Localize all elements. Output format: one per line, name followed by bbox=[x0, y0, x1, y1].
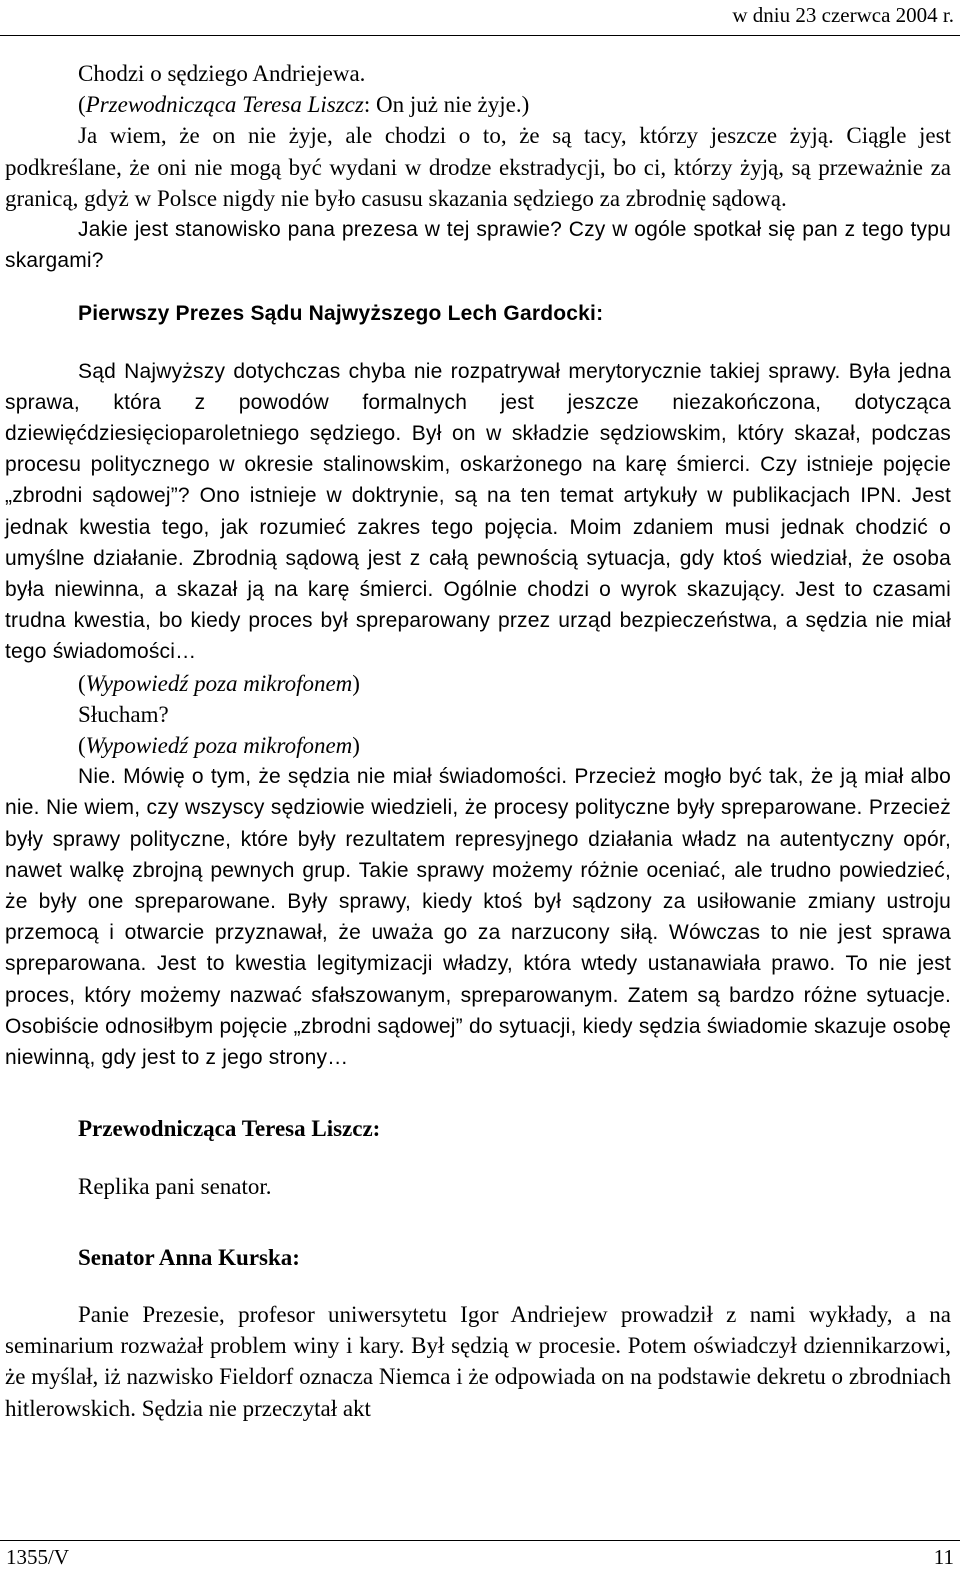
speaker-heading: Senator Anna Kurska: bbox=[78, 1244, 300, 1270]
paragraph bbox=[5, 120, 951, 214]
interjection-text: : On już nie żyje.) bbox=[363, 92, 530, 118]
remark-text: Wypowiedź poza mikrofonem bbox=[85, 733, 353, 759]
paragraph-sentence: Ja wiem, że on nie żyje, ale chodzi o to, że są tacy, którzy jeszcze żyją. bbox=[78, 123, 834, 149]
speaker-heading: Pierwszy Prezes Sądu Najwyższego Lech Gardocki: bbox=[78, 302, 604, 326]
paragraph-remark: (Wypowiedź poza mikrofonem) bbox=[78, 670, 360, 696]
paragraph-interjection bbox=[5, 89, 951, 120]
paragraph: Panie Prezesie, profesor uniwersytetu Igor Andriejew prowadził z nami wykłady, a na seminarium rozważał problem winy i kary. Był sędzią w procesie. Potem oświadczył dziennikarzowi, że myślał, iż nazwisko Fieldorf oznacza Niemca i że odpowiada on na podstawie dekretu o zbrodniach hitlerowskich. Sędzia nie przeczytał akt bbox=[5, 1301, 951, 1421]
footer-page-number: 11 bbox=[933, 1545, 954, 1569]
paragraph: Chodzi o sędziego Andriejewa. bbox=[78, 61, 366, 86]
paragraph-remark: (Wypowiedź poza mikrofonem) bbox=[78, 733, 360, 759]
footer-doc-number: 1355/V bbox=[6, 1545, 69, 1569]
page-content bbox=[5, 58, 951, 1424]
paragraph-question: Jakie jest stanowisko pana prezesa w tej sprawie? Czy w ogóle spotkał się pan z tego typu skargami? bbox=[5, 218, 951, 273]
paragraph: Sąd Najwyższy dotychczas chyba nie rozpatrywał merytorycznie takiej sprawy. Była jedna sprawa, która z powodów formalnych jest jeszcze niezakończona, dotycząca dziewięćdziesięcioparoletniego sędziego. Był on w składzie sędziowskim, który skazał, podczas procesu politycznego w okresie stalinowskim, oskarżonego na karę śmierci. Czy istnieje pojęcie „zbrodni sądowej”? Ono istnieje w doktrynie, są na ten temat artykuły w publikacjach IPN. Jest jednak kwestia tego, jak rozumieć zakres tego pojęcia. Moim zdaniem musi jednak chodzić o umyślne działanie. Zbrodnią sądową jest z całą pewnością sytuacja, gdy ktoś wiedział, że osoba była niewinna, a skazał ją na karę śmierci. Ogólnie chodzi o wyrok skazujący. Jest to czasami trudna kwestia, bo kiedy proces był spreparowany przez urząd bezpieczeństwa, a sędzia nie miał tego świadomości… bbox=[5, 359, 951, 664]
interjection-speaker: Przewodnicząca Teresa Liszcz bbox=[85, 92, 364, 118]
header-date: w dniu 23 czerwca 2004 r. bbox=[732, 3, 954, 27]
paren-open: ( bbox=[78, 92, 86, 118]
header-rule bbox=[0, 35, 960, 36]
remark-text: Wypowiedź poza mikrofonem bbox=[85, 670, 353, 696]
speaker-heading: Przewodnicząca Teresa Liszcz: bbox=[78, 1116, 381, 1142]
footer-rule bbox=[0, 1540, 960, 1541]
paragraph: Słucham? bbox=[78, 701, 169, 727]
paragraph: Replika pani senator. bbox=[78, 1173, 272, 1199]
paragraph: Nie. Mówię o tym, że sędzia nie miał świadomości. Przecież mogło być tak, że ją miał albo nie. Nie wiem, czy wszyscy sędziowie wiedzieli, że procesy polityczne były spreparowane. Przecież były sprawy polityczne, które były rezultatem represyjnego działania władz na autentyczny opór, nawet walkę zbrojną pewnych grup. Takie sprawy możemy różnie oceniać, ale trudno powiedzieć, że były one spreparowane. Były sprawy, kiedy ktoś był sądzony za usiłowanie zmiany ustroju przemocą i otwarcie przyznawał, że uważa go za narzucony siłą. Wówczas to nie jest sprawa spreparowana. Jest to kwestia legitymizacji władzy, która wtedy ustanawiała prawo. To nie jest proces, który możemy nazwać sfałszowanym, spreparowanym. Zatem są bardzo różne sytuacje. Osobiście odnosiłbym pojęcie „zbrodni sądowej” do sytuacji, kiedy sędzia świadomie skazuje osobę niewinną, gdy jest to z jego strony… bbox=[5, 765, 951, 1070]
paragraph-sentence: Ciągle jest podkreślane, że oni nie mogą być wydani w drodze ekstradycji, bo ci, którzy żyją, są przeważnie za granicą, gdyż w Polsce nigdy nie było casusu skazania sędziego za zbrodnię sądową. bbox=[5, 123, 951, 211]
